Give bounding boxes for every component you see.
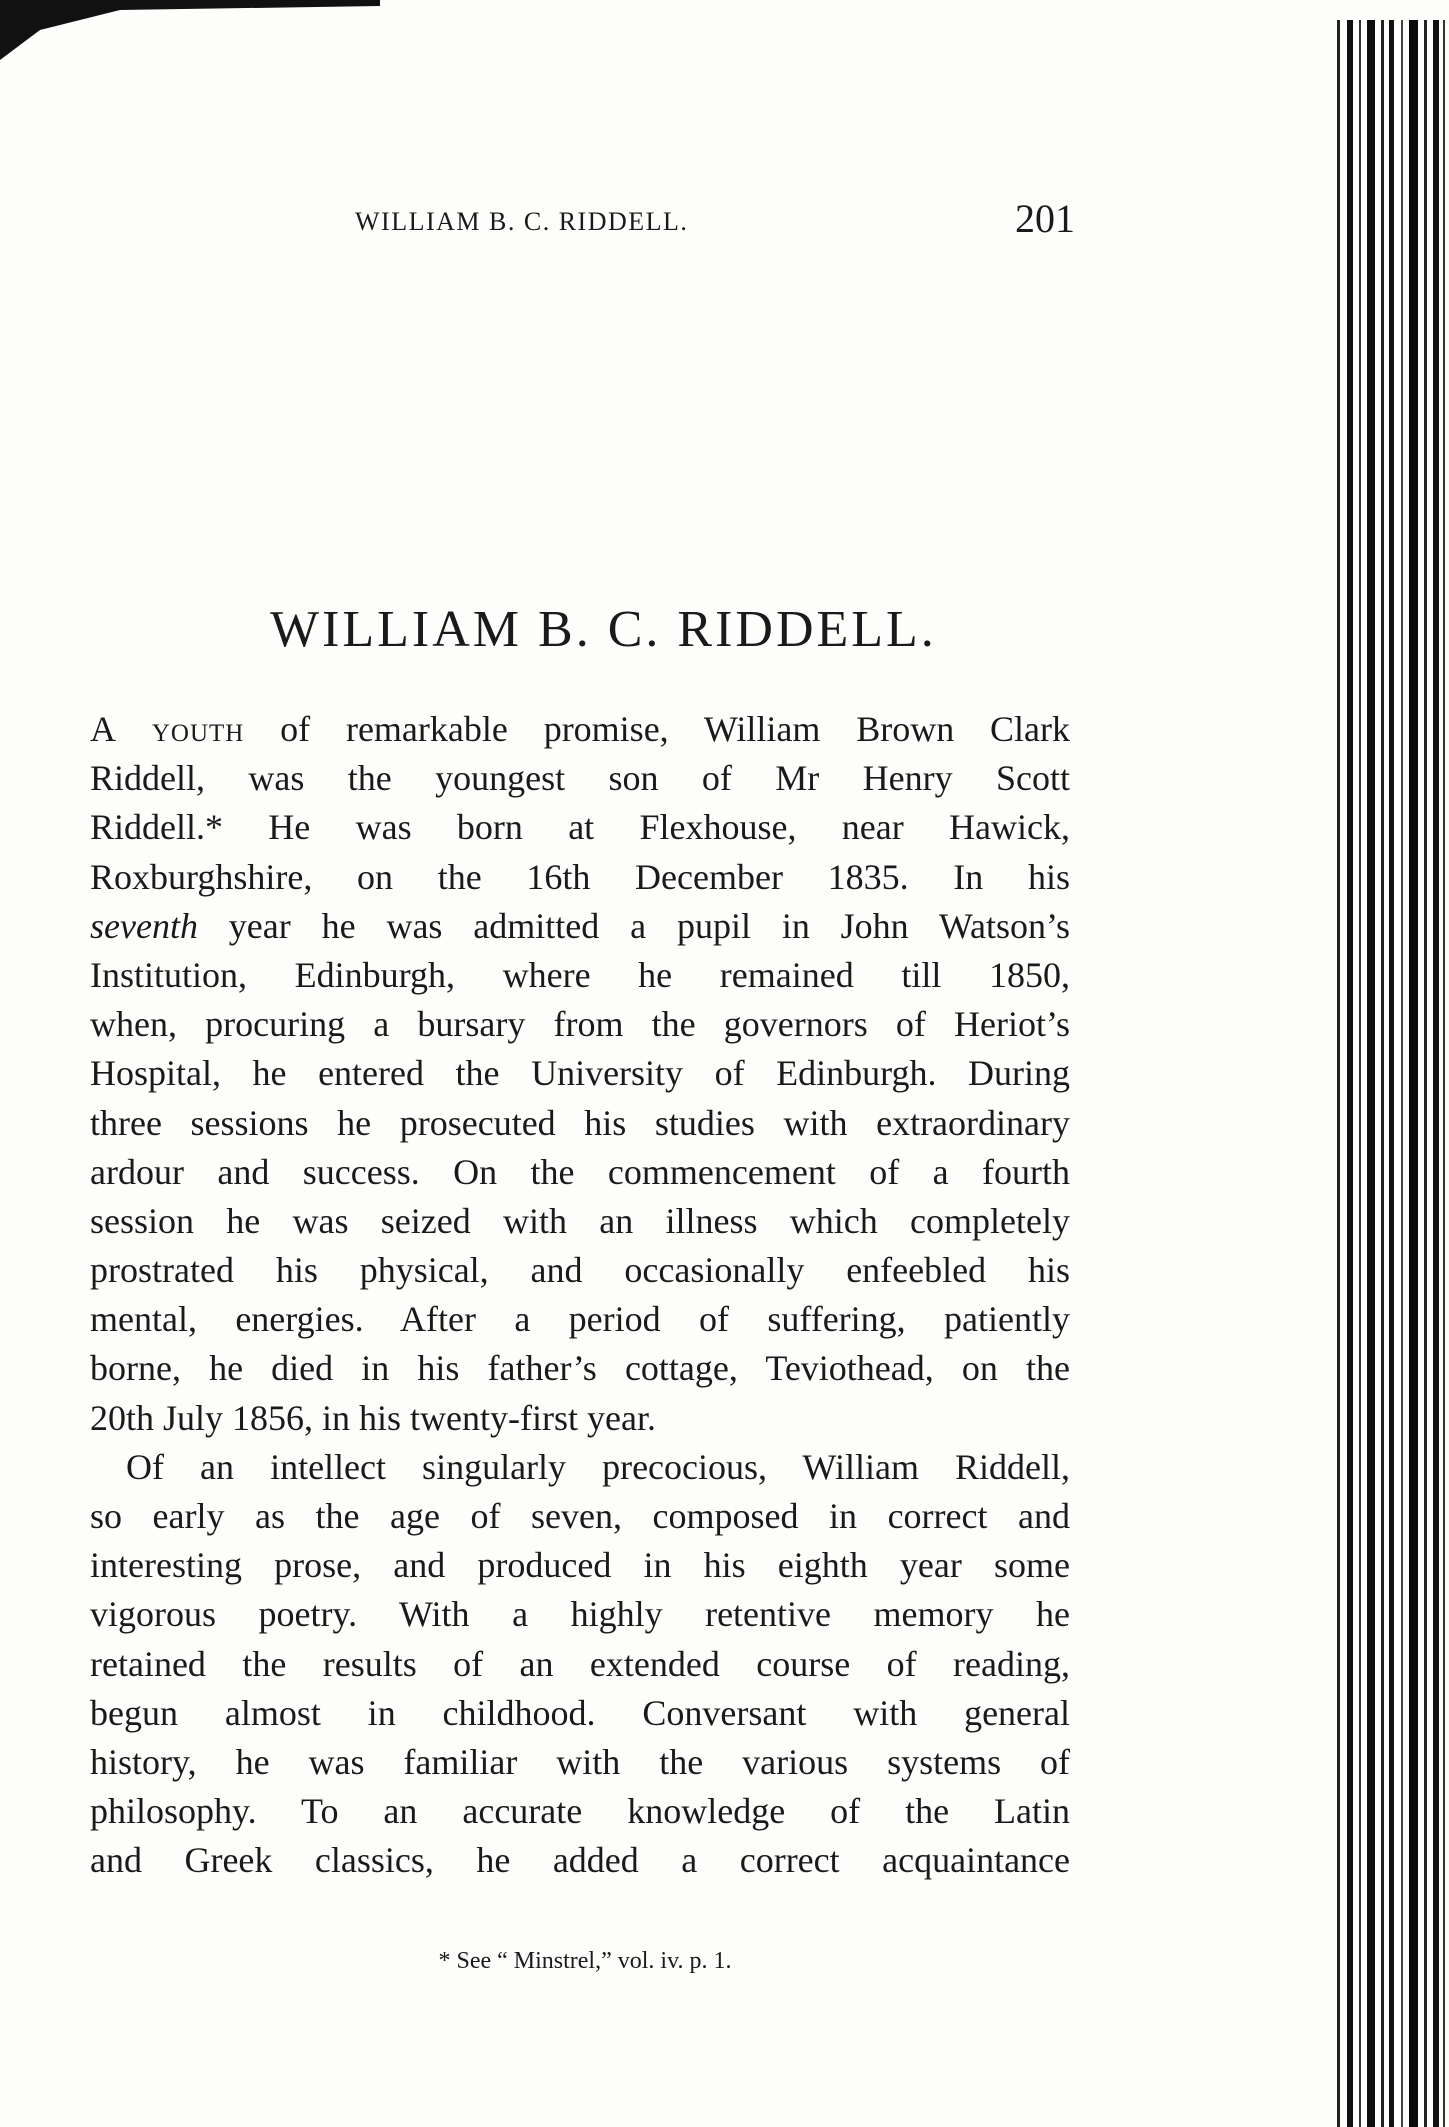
text-line: Hospital, he entered the University of Edinburgh. During — [90, 1053, 1070, 1094]
text-line: Roxburghshire, on the 16th December 1835. In his — [90, 856, 1070, 897]
text-line: 20th July 1856, in his twenty-first year. — [90, 1397, 656, 1438]
text-line: borne, he died in his father’s cottage, Teviothead, on the — [90, 1348, 1070, 1389]
paragraph-1 — [90, 705, 1070, 1443]
body-text — [90, 705, 1070, 1886]
running-head — [355, 195, 1075, 245]
text-line: ardour and success. On the commencement of a fourth — [90, 1151, 1070, 1192]
text-line: begun almost in childhood. Conversant with general — [90, 1692, 1070, 1733]
text-line: philosophy. To an accurate knowledge of the Latin — [90, 1791, 1070, 1832]
text-line-fragment: year he was admitted a pupil in John Watson’s — [197, 905, 1070, 946]
text-line: vigorous poetry. With a highly retentive memory he — [90, 1594, 1070, 1635]
text-line — [90, 902, 1070, 951]
text-line: Of an intellect singularly precocious, William Riddell, — [126, 1446, 1070, 1487]
text-line-fragment: of remarkable promise, William Brown Clark — [244, 709, 1071, 749]
paragraph-2 — [90, 1443, 1070, 1886]
text-line: Riddell, was the youngest son of Mr Henry Scott — [90, 758, 1070, 799]
italic-word: seventh — [90, 905, 198, 946]
text-line: so early as the age of seven, composed in correct and — [90, 1496, 1070, 1536]
text-line: session he was seized with an illness which completely — [90, 1200, 1070, 1241]
text-line: retained the results of an extended course of reading, — [90, 1643, 1070, 1684]
chapter-title: WILLIAM B. C. RIDDELL. — [270, 601, 937, 658]
text-line: when, procuring a bursary from the governors of Heriot’s — [90, 1004, 1070, 1045]
running-head-title: WILLIAM B. C. RIDDELL. — [355, 207, 689, 236]
text-line: and Greek classics, he added a correct acquaintance — [90, 1840, 1070, 1881]
text-line: history, he was familiar with the various systems of — [90, 1741, 1070, 1782]
footnote: * See “ Minstrel,” vol. iv. p. 1. — [438, 1948, 732, 1974]
text-line — [90, 705, 1070, 754]
text-line: prostrated his physical, and occasionally enfeebled his — [90, 1250, 1070, 1291]
scan-artifact-corner — [0, 0, 380, 70]
text-line: Riddell.* He was born at Flexhouse, near Hawick, — [90, 807, 1070, 848]
text-line: interesting prose, and produced in his eighth year some — [90, 1545, 1070, 1586]
text-line: three sessions he prosecuted his studies with extraordinary — [90, 1102, 1070, 1143]
text-line: mental, energies. After a period of suffering, patiently — [90, 1299, 1070, 1340]
scan-artifact-page-edge — [1329, 20, 1449, 2127]
lead-word: A youth — [90, 709, 245, 749]
page-number: 201 — [1015, 196, 1075, 241]
text-line: Institution, Edinburgh, where he remained till 1850, — [90, 954, 1070, 995]
